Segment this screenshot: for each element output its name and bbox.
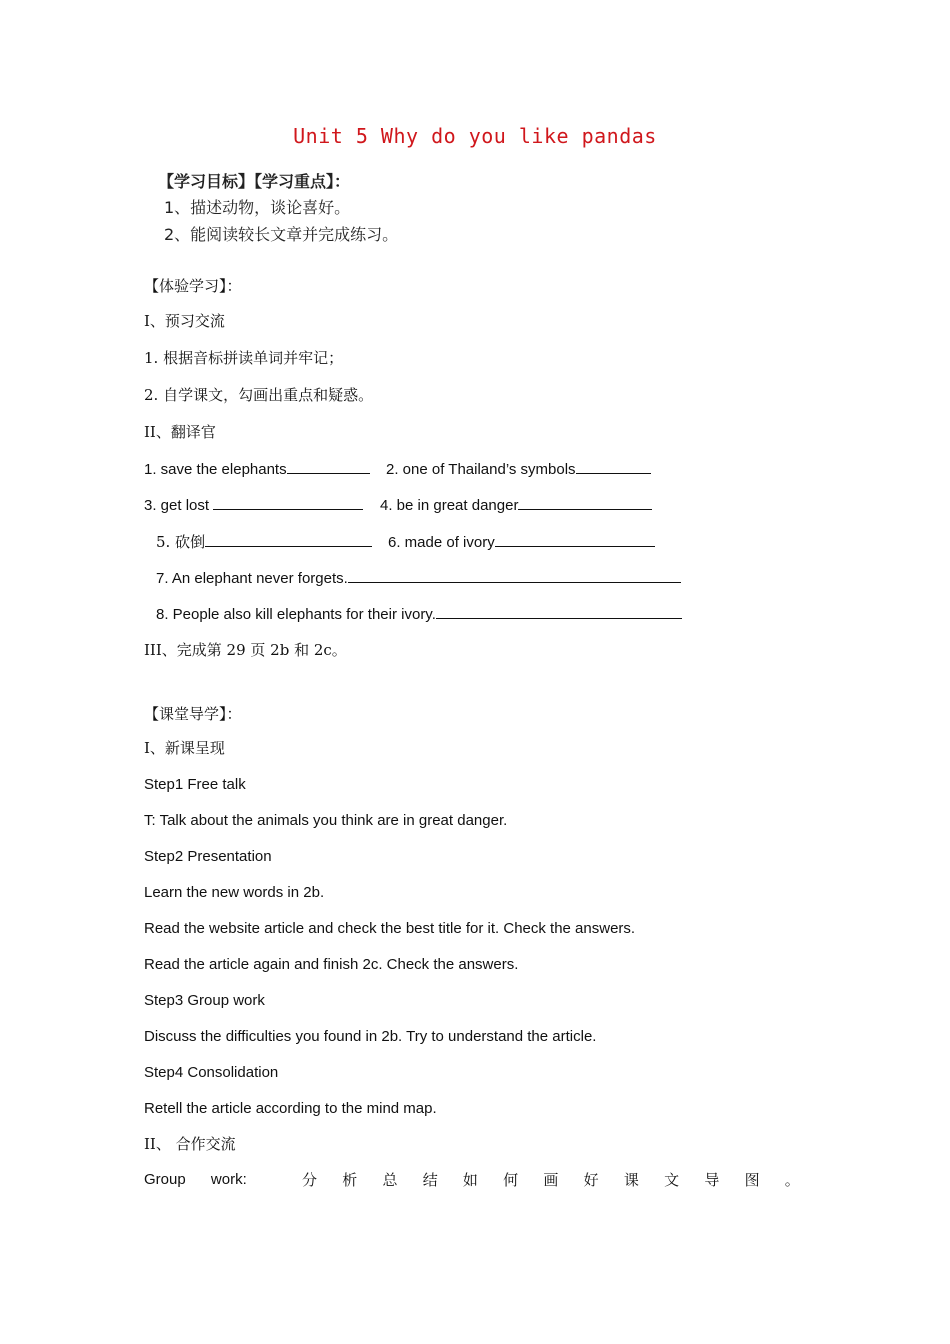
lesson-line: Read the website article and check the best title for it. Check the answers. [144,920,636,937]
translate-item-6 [388,532,655,553]
translate-item-text: 1. save the elephants [144,461,287,478]
group-work-char: 图 [744,1171,760,1189]
work-label: work: [210,1171,247,1188]
group-work-char: 结 [422,1171,438,1189]
group-work-char: 好 [583,1171,599,1189]
lesson-line: Learn the new words in 2b. [144,884,325,901]
answer-blank[interactable] [213,495,363,510]
goal-item: 2、能阅读较长文章并完成练习。 [164,225,399,244]
group-work-char: 分 [301,1171,317,1189]
lesson-line: Read the article again and finish 2c. Check the answers. [144,956,519,973]
translate-item-text: 7. An elephant never forgets. [156,570,348,587]
preview-step-2: 2. 自学课文，勾画出重点和疑惑。 [144,386,374,404]
goals-heading: 【学习目标】【学习重点】： [158,172,351,191]
translate-item-text: 3. get lost [144,497,210,514]
translate-item-7 [156,568,681,589]
answer-blank[interactable] [495,532,655,547]
translate-item-text: 8. People also kill elephants for their ivory. [156,606,436,623]
page-title: Unit 5 Why do you like pandas [293,124,657,148]
lesson-line: Step4 Consolidation [144,1064,279,1081]
group-work-char: 如 [462,1171,478,1189]
translate-item-1 [144,459,370,480]
group-work-char: 课 [623,1171,639,1189]
lesson-line: Step1 Free talk [144,776,246,793]
group-work-char: 何 [503,1171,519,1189]
lesson-line: Discuss the difficulties you found in 2b. Try to understand the article. [144,1028,597,1045]
translate-item-text: 5. 砍倒 [156,533,206,551]
lesson-line: Retell the article according to the mind map. [144,1100,437,1117]
translate-item-text: 2. one of Thailand’s symbols [386,461,576,478]
translate-item-3 [144,495,363,516]
group-work-char: 总 [382,1171,398,1189]
answer-blank[interactable] [205,532,372,547]
translate-item-4 [380,495,652,516]
learning-goals [158,170,398,248]
translate-item-text: 4. be in great danger [380,497,519,514]
new-lesson-heading: I、新课呈现 [144,739,225,757]
answer-blank[interactable] [576,459,651,474]
lesson-line: Step3 Group work [144,992,265,1009]
exercise-instruction: III、完成第 29 页 2b 和 2c。 [144,641,347,659]
translate-item-5 [156,532,372,553]
translate-item-text: 6. made of ivory [388,534,495,551]
lesson-line: T: Talk about the animals you think are in great danger. [144,812,508,829]
lesson-line: Step2 Presentation [144,848,272,865]
translator-heading: II、翻译官 [144,423,216,441]
translate-item-8 [156,604,682,625]
classroom-heading: 【课堂导学】： [144,705,242,723]
group-work-line [144,1170,800,1190]
goal-item: 1、描述动物，谈论喜好。 [164,198,351,217]
preview-exchange-heading: I、预习交流 [144,312,225,330]
experience-heading: 【体验学习】： [144,277,242,295]
group-work-char: 析 [342,1171,358,1189]
group-work-char: 文 [664,1171,680,1189]
cooperation-heading: II、 合作交流 [144,1135,236,1153]
group-label: Group [144,1171,186,1188]
translate-item-2 [386,459,651,480]
group-work-char: 。 [784,1171,800,1189]
answer-blank[interactable] [348,568,681,583]
group-work-char: 画 [543,1171,559,1189]
answer-blank[interactable] [287,459,370,474]
group-work-char: 导 [704,1171,720,1189]
answer-blank[interactable] [436,604,682,619]
preview-step-1: 1. 根据音标拼读单词并牢记； [144,349,344,367]
answer-blank[interactable] [518,495,652,510]
